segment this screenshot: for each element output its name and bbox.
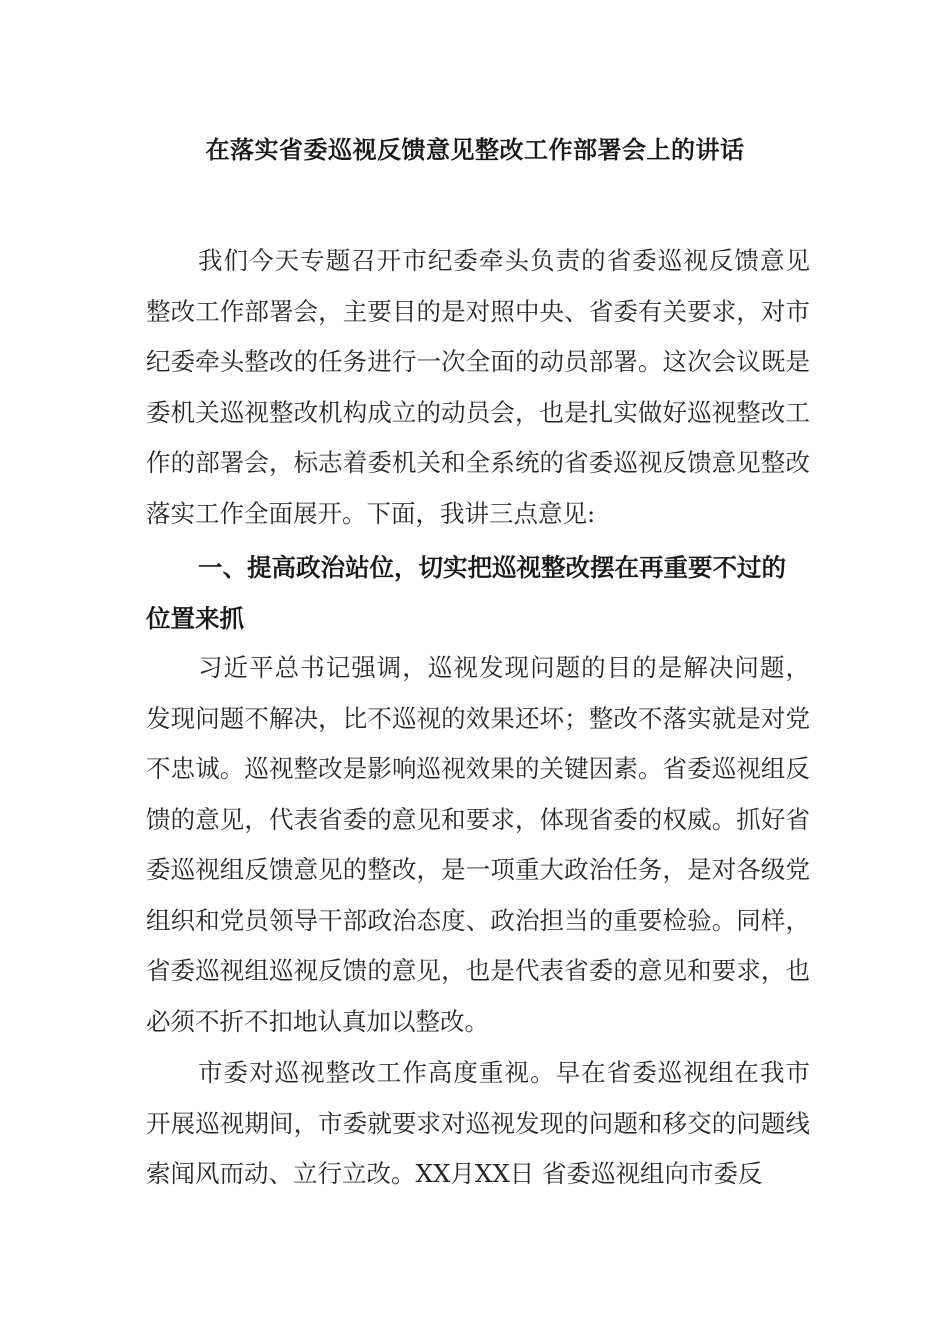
paragraph-section-1b: 市委对巡视整改工作高度重视。早在省委巡视组在我市开展巡视期间，市委就要求对巡视发现的问题和移交的问题线索闻风而动、立行立改。XX月XX日 省委巡视组向市委反: [146, 1058, 810, 1188]
paragraph-intro: 我们今天专题召开市纪委牵头负责的省委巡视反馈意见整改工作部署会，主要目的是对照中央、省委有关要求，对市纪委牵头整改的任务进行一次全面的动员部署。这次会议既是委机关巡视整改机构成立的动员会，也是扎实做好巡视整改工作的部署会，标志着委机关和全系统的省委巡视反馈意见整改落实工作全面展开。下面，我讲三点意见:: [146, 246, 810, 528]
section-heading-1: 一、提高政治站位，切实把巡视整改摆在再重要不过的位置来抓: [146, 553, 786, 633]
document-title: 在落实省委巡视反馈意见整改工作部署会上的讲话: [205, 136, 745, 164]
paragraph-section-1a: 习近平总书记强调，巡视发现问题的目的是解决问题，发现问题不解决，比不巡视的效果还坏；整改不落实就是对党不忠诚。巡视整改是影响巡视效果的关键因素。省委巡视组反馈的意见，代表省委的意见和要求，体现省委的权威。抓好省委巡视组反馈意见的整改，是一项重大政治任务，是对各级党组织和党员领导干部政治态度、政治担当的重要检验。同样，省委巡视组巡视反馈的意见，也是代表省委的意见和要求，也必须不折不扣地认真加以整改。: [146, 653, 810, 1036]
